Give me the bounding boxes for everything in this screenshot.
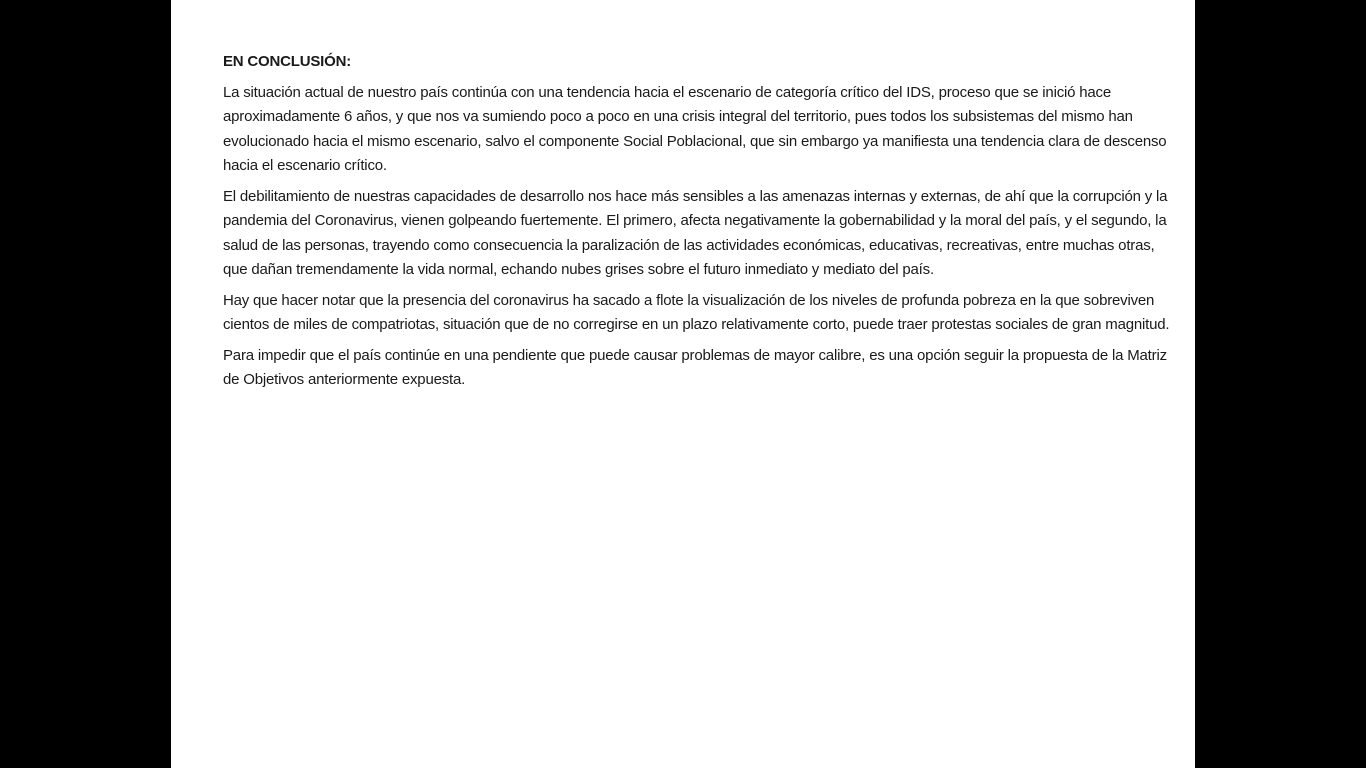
- paragraph: La situación actual de nuestro país continúa con una tendencia hacia el escenario de categoría crítico del IDS, proceso que se inició hace aproximadamente 6 años, y que nos va sumiendo poco a poco en una crisis integral del territorio, pues todos los subsistemas del mismo han evolucionado hacia el mismo escenario, salvo el componente Social Poblacional, que sin embargo ya manifiesta una tendencia clara de descenso hacia el escenario crítico.: [223, 83, 1167, 174]
- conclusion-heading: EN CONCLUSIÓN:: [223, 53, 352, 70]
- paragraph: Para impedir que el país continúe en una pendiente que puede causar problemas de mayor calibre, es una opción seguir la propuesta de la Matriz de Objetivos anteriormente expuesta.: [223, 346, 1167, 388]
- document-page: [171, 0, 1195, 768]
- document-body: [223, 50, 1178, 399]
- paragraph: El debilitamiento de nuestras capacidades de desarrollo nos hace más sensibles a las amenazas internas y externas, de ahí que la corrupción y la pandemia del Coronavirus, vienen golpeando fuertemente. El primero, afecta negativamente la gobernabilidad y la moral del país, y el segundo, la salud de las personas, trayendo como consecuencia la paralización de las actividades económicas, educativas, recreativas, entre muchas otras, que dañan tremendamente la vida normal, echando nubes grises sobre el futuro inmediato y mediato del país.: [223, 187, 1168, 278]
- paragraph: Hay que hacer notar que la presencia del coronavirus ha sacado a flote la visualización de los niveles de profunda pobreza en la que sobreviven cientos de miles de compatriotas, situación que de no corregirse en un plazo relativamente corto, puede traer protestas sociales de gran magnitud.: [223, 291, 1170, 333]
